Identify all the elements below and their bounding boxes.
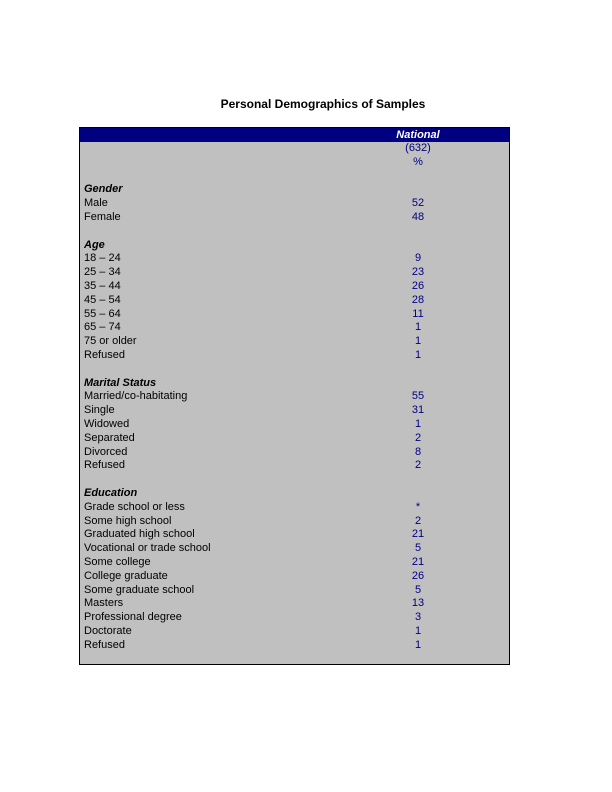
row-value: 52 xyxy=(411,197,425,210)
table-row xyxy=(80,597,509,611)
section-heading: Gender xyxy=(84,183,123,196)
row-value: 1 xyxy=(414,321,422,334)
table-row xyxy=(80,459,509,473)
row-value: 1 xyxy=(414,348,422,361)
row-value: 5 xyxy=(414,542,422,555)
table-body xyxy=(80,170,509,653)
table-row xyxy=(80,515,509,529)
column-unit: % xyxy=(413,155,423,168)
row-value: 13 xyxy=(411,597,425,610)
table-row xyxy=(80,280,509,294)
row-value: 1 xyxy=(414,624,422,637)
row-value: 9 xyxy=(414,252,422,265)
section-heading: Age xyxy=(84,238,105,251)
row-label: Some high school xyxy=(84,514,172,527)
demographics-table xyxy=(79,127,510,665)
table-row xyxy=(80,252,509,266)
column-unit-row xyxy=(80,156,509,170)
table-row xyxy=(80,432,509,446)
row-label: College graduate xyxy=(84,569,168,582)
row-label: Married/co-habitating xyxy=(84,390,188,403)
table-row xyxy=(80,321,509,335)
row-label: Divorced xyxy=(84,445,128,458)
row-value: 21 xyxy=(411,528,425,541)
row-value: 26 xyxy=(411,569,425,582)
row-value: 8 xyxy=(414,445,422,458)
row-label: Vocational or trade school xyxy=(84,542,211,555)
row-label: 18 – 24 xyxy=(84,252,121,265)
row-value: 2 xyxy=(414,459,422,472)
section-spacer xyxy=(80,225,509,239)
row-value: 5 xyxy=(414,583,422,596)
row-label: Masters xyxy=(84,597,124,610)
row-label: Grade school or less xyxy=(84,500,185,513)
section-heading: Marital Status xyxy=(84,376,157,389)
section-heading: Education xyxy=(84,486,138,499)
row-label: Some college xyxy=(84,555,151,568)
section-spacer xyxy=(80,363,509,377)
table-header-bar xyxy=(80,128,509,142)
row-value: 31 xyxy=(411,404,425,417)
table-row xyxy=(80,625,509,639)
row-label: Female xyxy=(84,210,121,223)
table-row xyxy=(80,197,509,211)
row-label: 25 – 34 xyxy=(84,266,121,279)
table-row xyxy=(80,611,509,625)
row-label: 45 – 54 xyxy=(84,293,121,306)
row-label: 55 – 64 xyxy=(84,307,121,320)
row-value: 3 xyxy=(414,611,422,624)
table-row xyxy=(80,639,509,653)
table-row xyxy=(80,501,509,515)
row-value: * xyxy=(415,500,421,513)
row-label: Male xyxy=(84,197,108,210)
table-row xyxy=(80,446,509,460)
row-label: Refused xyxy=(84,638,125,651)
table-row xyxy=(80,308,509,322)
row-label: 65 – 74 xyxy=(84,321,121,334)
column-base: (632) xyxy=(405,142,431,154)
row-label: 35 – 44 xyxy=(84,279,121,292)
row-label: Some graduate school xyxy=(84,583,195,596)
table-row xyxy=(80,211,509,225)
section-spacer xyxy=(80,170,509,184)
column-base-row xyxy=(80,142,509,156)
row-value: 23 xyxy=(411,266,425,279)
table-row xyxy=(80,335,509,349)
table-row xyxy=(80,542,509,556)
row-label: Refused xyxy=(84,348,125,361)
row-value: 21 xyxy=(411,555,425,568)
row-label: Single xyxy=(84,404,115,417)
page-title: Personal Demographics of Samples xyxy=(220,97,426,111)
row-value: 28 xyxy=(411,293,425,306)
row-label: 75 or older xyxy=(84,335,137,348)
row-value: 2 xyxy=(414,514,422,527)
row-label: Doctorate xyxy=(84,624,132,637)
table-row xyxy=(80,294,509,308)
row-label: Professional degree xyxy=(84,611,182,624)
column-title: National xyxy=(396,129,440,141)
table-row xyxy=(80,404,509,418)
table-row xyxy=(80,556,509,570)
table-row xyxy=(80,390,509,404)
table-row xyxy=(80,570,509,584)
row-label: Widowed xyxy=(84,417,130,430)
row-value: 11 xyxy=(412,307,424,320)
row-value: 48 xyxy=(411,210,425,223)
row-value: 26 xyxy=(411,279,425,292)
row-label: Separated xyxy=(84,431,135,444)
table-row xyxy=(80,528,509,542)
row-label: Graduated high school xyxy=(84,528,195,541)
table-row xyxy=(80,418,509,432)
row-value: 55 xyxy=(411,390,425,403)
table-row xyxy=(80,349,509,363)
row-label: Refused xyxy=(84,459,125,472)
row-value: 1 xyxy=(414,638,422,651)
section-spacer xyxy=(80,473,509,487)
table-row xyxy=(80,584,509,598)
row-value: 2 xyxy=(414,431,422,444)
table-row xyxy=(80,266,509,280)
row-value: 1 xyxy=(414,335,422,348)
row-value: 1 xyxy=(414,417,422,430)
